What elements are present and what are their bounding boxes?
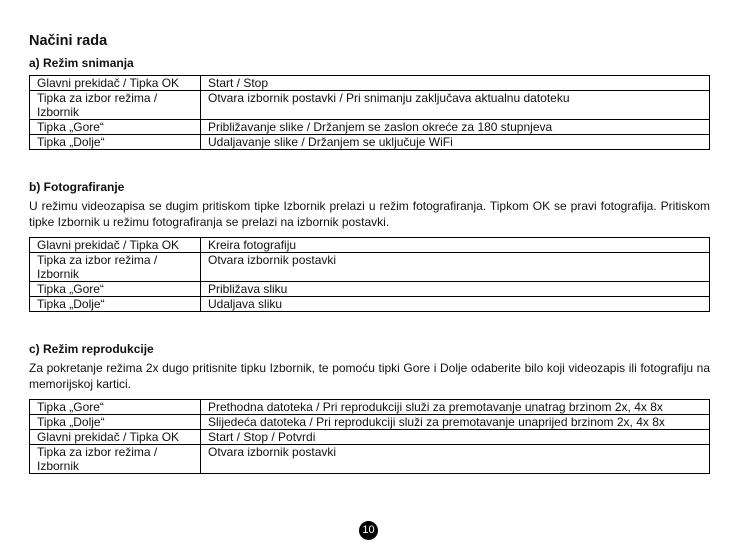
control-cell: Tipka za izbor režima / Izbornik	[30, 445, 201, 474]
function-cell: Otvara izbornik postavki	[201, 445, 710, 474]
table-row	[30, 238, 710, 253]
control-cell: Glavni prekidač / Tipka OK	[30, 238, 201, 253]
function-cell: Prethodna datoteka / Pri reprodukciji služi za premotavanje unatrag brzinom 2x, 4x 8x	[201, 400, 710, 415]
table-row	[30, 253, 710, 282]
control-cell: Tipka „Gore“	[30, 400, 201, 415]
function-cell: Otvara izbornik postavki / Pri snimanju zaključava aktualnu datoteku	[201, 91, 710, 120]
section-c-heading: c) Režim reprodukcije	[29, 342, 154, 356]
function-cell: Otvara izbornik postavki	[201, 253, 710, 282]
function-cell: Slijedeća datoteka / Pri reprodukciji služi za premotavanje unaprijed brzinom 2x, 4x 8x	[201, 415, 710, 430]
table-row	[30, 400, 710, 415]
page-number-badge: 10	[359, 521, 378, 540]
control-cell: Tipka „Gore“	[30, 282, 201, 297]
control-cell: Glavni prekidač / Tipka OK	[30, 430, 201, 445]
function-cell: Udaljava sliku	[201, 297, 710, 312]
table-row	[30, 415, 710, 430]
section-c-table	[29, 399, 710, 474]
function-cell: Udaljavanje slike / Držanjem se uključuje WiFi	[201, 135, 710, 150]
control-cell: Tipka „Dolje“	[30, 135, 201, 150]
table-row	[30, 91, 710, 120]
control-cell: Tipka „Dolje“	[30, 415, 201, 430]
function-cell: Približavanje slike / Držanjem se zaslon okreće za 180 stupnjeva	[201, 120, 710, 135]
control-cell: Tipka „Dolje“	[30, 297, 201, 312]
control-cell: Tipka za izbor režima / Izbornik	[30, 253, 201, 282]
function-cell: Start / Stop	[201, 76, 710, 91]
table-row	[30, 120, 710, 135]
section-c-intro: Za pokretanje režima 2x dugo pritisnite tipku Izbornik, te pomoću tipki Gore i Dolje odaberite bilo koji videozapis ili fotografiju na memorijskoj kartici.	[29, 361, 710, 391]
section-a-heading: a) Režim snimanja	[29, 56, 134, 70]
control-cell: Tipka za izbor režima / Izbornik	[30, 91, 201, 120]
section-b-intro: U režimu videozapisa se dugim pritiskom tipke Izbornik prelazi u režim fotografiranja. Tipkom OK se pravi fotografija. Pritiskom tipke Izbornik u režimu fotografiranja se prelazi na izbornik postavki.	[29, 199, 710, 229]
table-row	[30, 445, 710, 474]
section-a-table	[29, 75, 710, 150]
table-row	[30, 135, 710, 150]
function-cell: Kreira fotografiju	[201, 238, 710, 253]
function-cell: Start / Stop / Potvrdi	[201, 430, 710, 445]
section-b-table	[29, 237, 710, 312]
table-row	[30, 76, 710, 91]
table-row	[30, 297, 710, 312]
control-cell: Glavni prekidač / Tipka OK	[30, 76, 201, 91]
function-cell: Približava sliku	[201, 282, 710, 297]
page-title: Načini rada	[29, 33, 108, 49]
table-row	[30, 430, 710, 445]
section-b-heading: b) Fotografiranje	[29, 180, 125, 194]
table-row	[30, 282, 710, 297]
control-cell: Tipka „Gore“	[30, 120, 201, 135]
